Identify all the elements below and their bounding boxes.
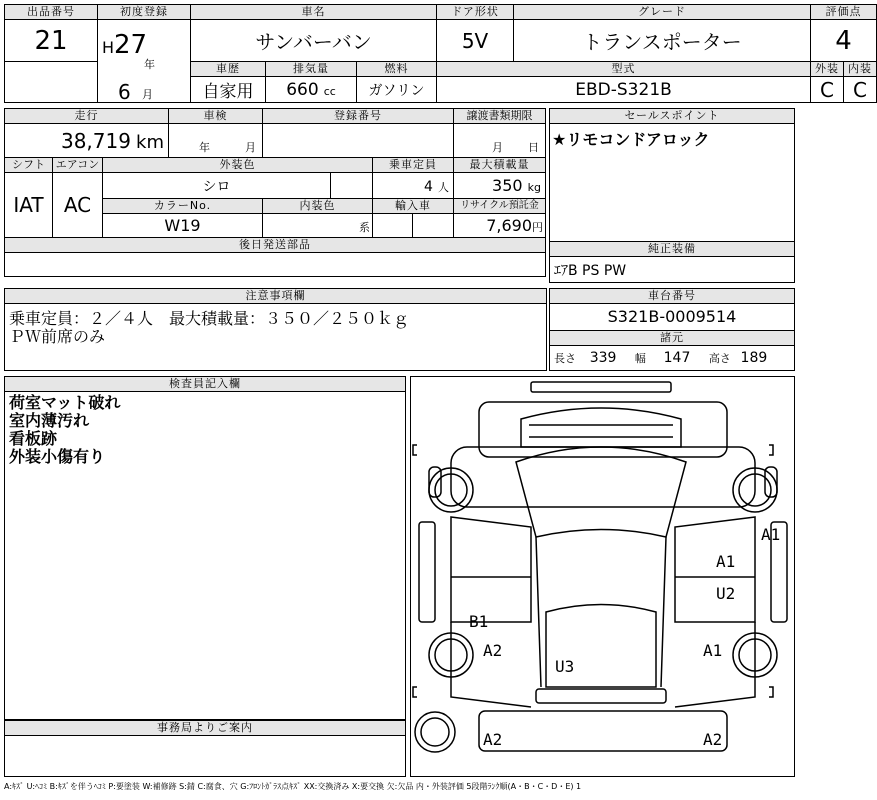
reg-no-label: 登録番号: [263, 109, 454, 124]
import-b: [413, 214, 454, 238]
equipment: ｴｱB PS PW: [554, 263, 627, 279]
int-grade: C: [844, 77, 877, 103]
spec-row: [550, 346, 794, 370]
first-reg-label: 初度登録: [98, 5, 191, 20]
ext-label: 外装: [811, 62, 844, 77]
width: 147: [663, 350, 691, 366]
later-parts: [5, 253, 546, 277]
reg-no: [263, 124, 454, 158]
reg-month: 6: [118, 80, 131, 104]
inspector-line: 看板跡: [9, 429, 58, 448]
capacity-cell: [373, 173, 454, 199]
capacity-unit: 人: [438, 181, 450, 194]
fuel-label: 燃料: [357, 62, 437, 77]
color: シロ: [103, 173, 331, 199]
insp-year-unit: 年: [199, 141, 211, 154]
car-name-label: 車名: [191, 5, 437, 20]
vehicle-diagram: [410, 376, 795, 777]
office-box: [4, 720, 406, 777]
load-cell: [454, 173, 546, 199]
color-extra: [331, 173, 373, 199]
recycle-unit: 円: [532, 221, 544, 234]
grade: トランスポーター: [514, 20, 811, 62]
car-name: サンバーバン: [191, 20, 437, 62]
damage-mark-u2: U2: [716, 584, 736, 603]
model: EBD-S321B: [437, 77, 811, 103]
inspector-line: 室内薄汚れ: [9, 411, 90, 430]
color-no: W19: [103, 214, 263, 238]
sales-point-box: [549, 108, 795, 242]
caution-box: [4, 288, 547, 371]
first-reg-cell: [98, 20, 191, 103]
damage-mark-a1-right-door: A1: [716, 552, 736, 571]
load-unit: kg: [527, 181, 542, 194]
car-outline-svg: [411, 377, 794, 776]
equipment-box: [549, 241, 795, 283]
inspector-label: 検査員記入欄: [5, 377, 405, 392]
int-label: 内装: [844, 62, 877, 77]
length-label: 長さ: [554, 352, 576, 365]
caution-line: 乗車定員：２／４人 最大積載量：３５０／２５０ｋｇ: [9, 309, 410, 328]
equipment-label: 純正装備: [550, 242, 794, 257]
score-label: 評価点: [811, 5, 877, 20]
sales-point: ★リモコンドアロック: [552, 130, 710, 149]
sales-label: セールスポイント: [550, 109, 794, 124]
year-unit: 年: [144, 58, 155, 71]
model-label: 型式: [437, 62, 811, 77]
lot-empty: [5, 62, 98, 103]
history-label: 車歴: [191, 62, 266, 77]
length: 339: [589, 350, 617, 366]
capacity-label: 乗車定員: [373, 158, 454, 173]
detail-table: [4, 108, 546, 277]
transfer-month-unit: 月: [492, 141, 504, 154]
inspection-cell: [169, 124, 263, 158]
damage-mark-a1-rear-right: A1: [703, 641, 723, 660]
inspector-line: 外装小傷有り: [9, 447, 106, 466]
int-color-cell: [263, 214, 373, 238]
reg-year: 27: [114, 30, 148, 60]
damage-mark-a2-bottom-left: A2: [483, 730, 503, 749]
color-no-label: カラーNo.: [103, 199, 263, 214]
recycle: 7,690: [486, 216, 533, 235]
height: 189: [740, 350, 768, 366]
ext-grade: C: [811, 77, 844, 103]
transfer-cell: [454, 124, 546, 158]
history: 自家用: [191, 77, 266, 103]
spec-label: 諸元: [550, 331, 794, 346]
damage-mark-a2-left: A2: [483, 641, 503, 660]
insp-month-unit: 月: [245, 141, 257, 154]
int-color-label: 内装色: [263, 199, 373, 214]
damage-mark-b1: B1: [469, 612, 489, 631]
era: H: [102, 38, 115, 57]
inspection-label: 車検: [169, 109, 263, 124]
shift-label: シフト: [5, 158, 53, 173]
import-a: [373, 214, 413, 238]
transfer-day-unit: 日: [528, 141, 540, 154]
recycle-label: リサイクル預託金: [454, 199, 546, 214]
height-label: 高さ: [708, 352, 731, 365]
displacement-cell: [266, 77, 357, 103]
displacement-label: 排気量: [266, 62, 357, 77]
caution-label: 注意事項欄: [5, 289, 546, 304]
grade-label: グレード: [514, 5, 811, 20]
score: 4: [811, 20, 877, 62]
damage-mark-u3: U3: [555, 657, 575, 676]
load-label: 最大積載量: [454, 158, 546, 173]
caution-line: ＰＷ前席のみ: [9, 327, 106, 346]
header-table: [4, 4, 877, 103]
recycle-cell: [454, 214, 546, 238]
damage-mark-a1-front-right: A1: [761, 525, 781, 544]
chassis-label: 車台番号: [550, 289, 794, 304]
displacement: 660: [286, 79, 319, 100]
later-parts-label: 後日発送部品: [5, 238, 546, 253]
mileage: 38,719: [60, 128, 131, 153]
ac: AC: [53, 173, 103, 238]
mileage-cell: [5, 124, 169, 158]
door-type: 5V: [437, 20, 514, 62]
shift: IAT: [5, 173, 53, 238]
fuel: ガソリン: [357, 77, 437, 103]
int-color-unit: 系: [359, 221, 371, 234]
legend: A:ｷｽﾞ U:ﾍｺﾐ B:ｷｽﾞを伴うﾍｺﾐ P:要塗装 W:補修跡 S:錆 C:腐食、穴 G:ﾌﾛﾝﾄｶﾞﾗｽ点ｷｽﾞ XX:交換済み X:要交換 欠:欠品 内・外装評価 5段階ﾗﾝｸ順(A・B・C・D・E) 1: [4, 782, 582, 791]
chassis-number: S321B-0009514: [550, 304, 794, 331]
month-unit: 月: [142, 88, 153, 101]
transfer-label: 譲渡書類期限: [454, 109, 546, 124]
capacity: 4: [424, 179, 433, 195]
import-label: 輸入車: [373, 199, 454, 214]
inspector-line: 荷室マット破れ: [9, 393, 121, 412]
mileage-label: 走行: [5, 109, 169, 124]
width-label: 幅: [634, 352, 646, 365]
office-label: 事務局よりご案内: [5, 721, 405, 736]
damage-mark-a2-bottom-right: A2: [703, 730, 723, 749]
load: 350: [492, 176, 523, 195]
displacement-unit: cc: [323, 84, 336, 98]
mileage-unit: km: [136, 131, 165, 153]
chassis-box: [549, 288, 795, 371]
lot-no: 21: [5, 20, 98, 62]
ac-label: エアコン: [53, 158, 103, 173]
lot-no-label: 出品番号: [5, 5, 98, 20]
door-label: ドア形状: [437, 5, 514, 20]
color-label: 外装色: [103, 158, 373, 173]
inspector-box: [4, 376, 406, 720]
